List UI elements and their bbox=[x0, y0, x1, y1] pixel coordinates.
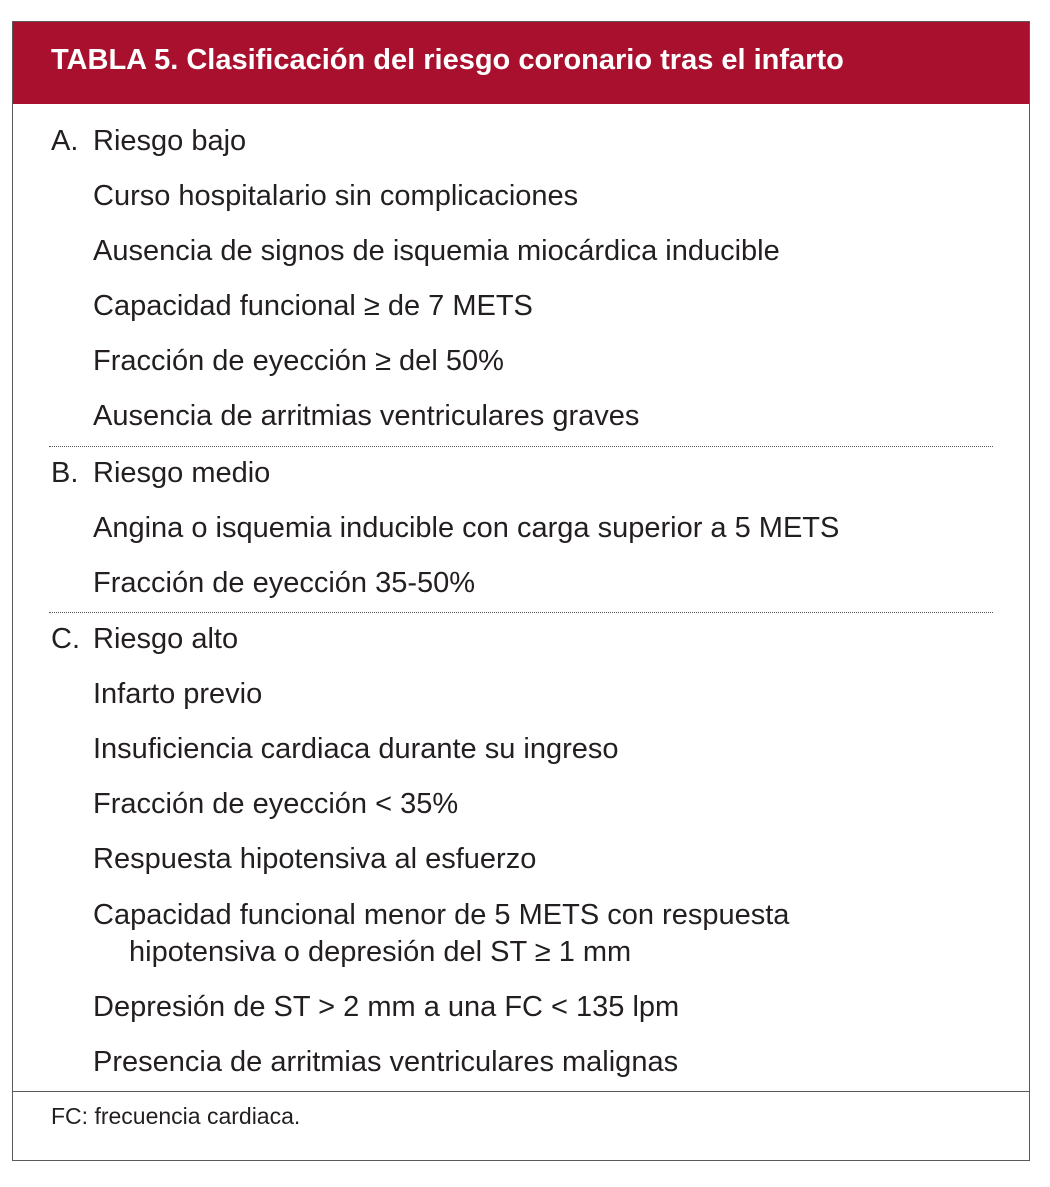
section-heading-low-risk bbox=[51, 123, 246, 159]
list-item: Curso hospitalario sin complicaciones bbox=[93, 180, 579, 212]
list-item: Angina o isquemia inducible con carga superior a 5 METS bbox=[93, 512, 840, 544]
section-divider bbox=[49, 446, 993, 447]
list-item: Infarto previo bbox=[93, 678, 263, 710]
footer-divider bbox=[13, 1091, 1029, 1092]
section-letter: A. bbox=[51, 125, 79, 157]
list-item: Respuesta hipotensiva al esfuerzo bbox=[93, 843, 537, 875]
list-item: Ausencia de arritmias ventriculares graves bbox=[93, 400, 640, 432]
list-item: Insuficiencia cardiaca durante su ingreso bbox=[93, 733, 619, 765]
section-heading-medium-risk bbox=[51, 455, 270, 491]
table-title: TABLA 5. Clasificación del riesgo coronario tras el infarto bbox=[51, 44, 844, 76]
list-item: Capacidad funcional ≥ de 7 METS bbox=[93, 290, 533, 322]
section-title: Riesgo bajo bbox=[93, 125, 247, 157]
list-item: Presencia de arritmias ventriculares malignas bbox=[93, 1046, 679, 1078]
section-divider bbox=[49, 612, 993, 613]
table-header bbox=[13, 22, 1029, 104]
list-item: Capacidad funcional menor de 5 METS con respuesta bbox=[93, 899, 790, 931]
section-title: Riesgo medio bbox=[93, 457, 271, 489]
list-item: Fracción de eyección 35-50% bbox=[93, 567, 476, 599]
risk-classification-table bbox=[12, 21, 1030, 1161]
list-item: Fracción de eyección < 35% bbox=[93, 788, 459, 820]
list-item: Ausencia de signos de isquemia miocárdica inducible bbox=[93, 235, 780, 267]
list-item: Fracción de eyección ≥ del 50% bbox=[93, 345, 504, 377]
section-title: Riesgo alto bbox=[93, 623, 239, 655]
section-heading-high-risk bbox=[51, 621, 238, 657]
section-letter: B. bbox=[51, 457, 79, 489]
section-letter: C. bbox=[51, 623, 80, 655]
table-footnote: FC: frecuencia cardiaca. bbox=[51, 1103, 301, 1129]
list-item-continuation: hipotensiva o depresión del ST ≥ 1 mm bbox=[129, 936, 632, 968]
list-item: Depresión de ST > 2 mm a una FC < 135 lpm bbox=[93, 991, 680, 1023]
